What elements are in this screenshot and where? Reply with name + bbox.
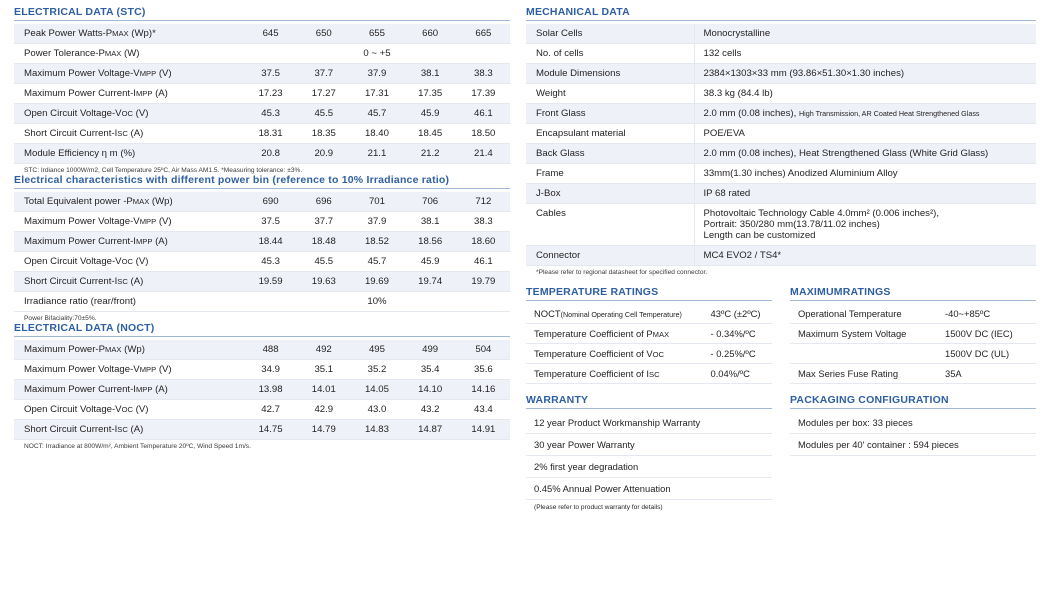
spec-value: - 0.25%/ºC bbox=[706, 344, 772, 364]
spec-key-subscript: MAX bbox=[652, 330, 670, 339]
row-value: 696 bbox=[297, 192, 350, 212]
spec-key bbox=[790, 344, 941, 364]
row-label: Open Circuit Voltage-VOC (V) bbox=[14, 104, 244, 124]
list-item: 30 year Power Warranty bbox=[526, 434, 772, 456]
note-stc: STC: Irdiance 1000W/m2, Cell Temperature 25ºC, Air Mass AM1.5. *Measuring tolerance: ±3%. bbox=[24, 167, 303, 174]
row-value: 650 bbox=[297, 24, 350, 44]
row-value: 43.0 bbox=[350, 400, 403, 420]
table-power-bin bbox=[14, 192, 510, 312]
row-label: Short Circuit Current-ISC (A) bbox=[14, 124, 244, 144]
spec-key: Maximum System Voltage bbox=[790, 324, 941, 344]
row-label-subscript: MAX bbox=[105, 345, 122, 354]
row-label-subscript: MAX bbox=[104, 49, 122, 58]
right-column bbox=[526, 6, 1036, 592]
row-value: 35.4 bbox=[404, 360, 457, 380]
spec-key: Max Series Fuse Rating bbox=[790, 364, 941, 384]
row-value: 18.52 bbox=[350, 232, 403, 252]
row-label: Power Tolerance-PMAX (W) bbox=[14, 44, 244, 64]
spec-value: - 0.34%/ºC bbox=[706, 324, 772, 344]
table-row bbox=[790, 304, 1036, 324]
row-value: 37.7 bbox=[297, 64, 350, 84]
table-row bbox=[14, 84, 510, 104]
row-value: 43.4 bbox=[457, 400, 510, 420]
row-label-subscript: MAX bbox=[132, 197, 150, 206]
row-value: 18.31 bbox=[244, 124, 297, 144]
table-row bbox=[14, 340, 510, 360]
row-value: 34.9 bbox=[244, 360, 297, 380]
spec-value: 2384×1303×33 mm (93.86×51.30×1.30 inches) bbox=[694, 64, 1036, 84]
table-row bbox=[14, 64, 510, 84]
note-mechanical: *Please refer to regional datasheet for specified connector. bbox=[536, 269, 708, 276]
spec-key: Connector bbox=[526, 246, 694, 266]
row-value: 37.9 bbox=[350, 212, 403, 232]
row-value: 504 bbox=[457, 340, 510, 360]
row-value: 45.3 bbox=[244, 104, 297, 124]
spec-key: J-Box bbox=[526, 184, 694, 204]
spec-value: 1500V DC (UL) bbox=[941, 344, 1036, 364]
row-label: Peak Power Watts-PMAX (Wp)* bbox=[14, 24, 244, 44]
spec-value: 35A bbox=[941, 364, 1036, 384]
row-value: 13.98 bbox=[244, 380, 297, 400]
spec-key-subscript: OC bbox=[652, 350, 665, 359]
row-label-subscript: SC bbox=[117, 425, 128, 434]
row-value: 46.1 bbox=[457, 252, 510, 272]
spec-key: Front Glass bbox=[526, 104, 694, 124]
row-label-subscript: OC bbox=[121, 257, 133, 266]
spec-key: NOCT(Nominal Operating Cell Temperature) bbox=[526, 304, 706, 324]
spec-key: Weight bbox=[526, 84, 694, 104]
table-row bbox=[526, 246, 1036, 266]
row-value: 14.75 bbox=[244, 420, 297, 440]
row-value: 14.79 bbox=[297, 420, 350, 440]
spec-value: POE/EVA bbox=[694, 124, 1036, 144]
table-row bbox=[526, 144, 1036, 164]
row-value: 37.7 bbox=[297, 212, 350, 232]
row-label: Short Circuit Current-ISC (A) bbox=[14, 272, 244, 292]
row-value: 45.3 bbox=[244, 252, 297, 272]
row-value: 14.87 bbox=[404, 420, 457, 440]
row-value: 38.1 bbox=[404, 212, 457, 232]
spec-key: Back Glass bbox=[526, 144, 694, 164]
row-label-subscript: MPP bbox=[135, 385, 153, 394]
table-row bbox=[526, 164, 1036, 184]
list-item: Modules per 40' container : 594 pieces bbox=[790, 434, 1036, 456]
row-value: 45.5 bbox=[297, 104, 350, 124]
table-row bbox=[14, 380, 510, 400]
row-label: Maximum Power Voltage-VMPP (V) bbox=[14, 64, 244, 84]
spec-value: 43ºC (±2ºC) bbox=[706, 304, 772, 324]
section-title-warranty: WARRANTY bbox=[526, 394, 772, 409]
row-value: 17.31 bbox=[350, 84, 403, 104]
maximum-block bbox=[790, 286, 1036, 384]
table-row bbox=[526, 344, 772, 364]
row-value: 18.60 bbox=[457, 232, 510, 252]
row-label: Maximum Power Current-IMPP (A) bbox=[14, 380, 244, 400]
table-row bbox=[790, 364, 1036, 384]
table-row bbox=[526, 24, 1036, 44]
table-row bbox=[14, 104, 510, 124]
row-value: 45.9 bbox=[404, 252, 457, 272]
temperature-block bbox=[526, 286, 772, 384]
spec-value: -40~+85ºC bbox=[941, 304, 1036, 324]
row-value: 37.5 bbox=[244, 64, 297, 84]
spec-value: 38.3 kg (84.4 lb) bbox=[694, 84, 1036, 104]
row-value: 19.59 bbox=[244, 272, 297, 292]
row-label-subscript: SC bbox=[117, 277, 128, 286]
row-label: Maximum Power-PMAX (Wp) bbox=[14, 340, 244, 360]
row-value: 655 bbox=[350, 24, 403, 44]
table-row bbox=[526, 64, 1036, 84]
row-value: 20.9 bbox=[297, 144, 350, 164]
row-label: Open Circuit Voltage-VOC (V) bbox=[14, 400, 244, 420]
spec-key: Module Dimensions bbox=[526, 64, 694, 84]
spec-key-detail: (Nominal Operating Cell Temperature) bbox=[560, 310, 682, 319]
spec-value: 1500V DC (IEC) bbox=[941, 324, 1036, 344]
row-label-subscript: SC bbox=[117, 129, 128, 138]
table-row bbox=[14, 124, 510, 144]
row-value: 660 bbox=[404, 24, 457, 44]
section-title-temperature: TEMPERATURE RATINGS bbox=[526, 286, 772, 301]
row-value: 17.23 bbox=[244, 84, 297, 104]
row-label: Maximum Power Current-IMPP (A) bbox=[14, 84, 244, 104]
spec-value: Monocrystalline bbox=[694, 24, 1036, 44]
row-value: 499 bbox=[404, 340, 457, 360]
row-value: 665 bbox=[457, 24, 510, 44]
row-value: 495 bbox=[350, 340, 403, 360]
table-row bbox=[14, 400, 510, 420]
table-row bbox=[14, 192, 510, 212]
spec-value: 2.0 mm (0.08 inches), High Transmission, AR Coated Heat Strengthened Glass bbox=[694, 104, 1036, 124]
ratings-row bbox=[526, 286, 1036, 384]
table-row bbox=[790, 344, 1036, 364]
list-item: 12 year Product Workmanship Warranty bbox=[526, 412, 772, 434]
spec-key-subscript: SC bbox=[649, 370, 660, 379]
table-row bbox=[14, 24, 510, 44]
row-value: 18.40 bbox=[350, 124, 403, 144]
row-value: 712 bbox=[457, 192, 510, 212]
spec-key: Temperature Coefficient of VOC bbox=[526, 344, 706, 364]
warranty-row bbox=[526, 394, 1036, 511]
row-value: 21.2 bbox=[404, 144, 457, 164]
table-row bbox=[526, 204, 1036, 246]
row-value: 14.01 bbox=[297, 380, 350, 400]
spec-value: 132 cells bbox=[694, 44, 1036, 64]
row-label: Maximum Power Current-IMPP (A) bbox=[14, 232, 244, 252]
warranty-list bbox=[526, 412, 772, 500]
spec-value: IP 68 rated bbox=[694, 184, 1036, 204]
row-label-subscript: MPP bbox=[135, 89, 153, 98]
left-column bbox=[14, 6, 510, 592]
table-row bbox=[526, 184, 1036, 204]
row-label: Maximum Power Voltage-VMPP (V) bbox=[14, 212, 244, 232]
table-temperature bbox=[526, 304, 772, 384]
table-row bbox=[526, 124, 1036, 144]
spec-value: 33mm(1.30 inches) Anodized Aluminium Alloy bbox=[694, 164, 1036, 184]
row-value: 18.45 bbox=[404, 124, 457, 144]
spec-key: Temperature Coefficient of PMAX bbox=[526, 324, 706, 344]
row-label: Short Circuit Current-ISC (A) bbox=[14, 420, 244, 440]
row-value: 488 bbox=[244, 340, 297, 360]
section-title-packaging: PACKAGING CONFIGURATION bbox=[790, 394, 1036, 409]
row-value: 701 bbox=[350, 192, 403, 212]
table-electrical-stc bbox=[14, 24, 510, 164]
spec-key: No. of cells bbox=[526, 44, 694, 64]
row-value: 18.35 bbox=[297, 124, 350, 144]
table-row bbox=[526, 304, 772, 324]
row-value: 21.4 bbox=[457, 144, 510, 164]
spec-key: Solar Cells bbox=[526, 24, 694, 44]
row-value: 35.1 bbox=[297, 360, 350, 380]
table-electrical-noct bbox=[14, 340, 510, 440]
packaging-block bbox=[790, 394, 1036, 511]
section-title-mechanical: MECHANICAL DATA bbox=[526, 6, 1036, 21]
row-value: 35.6 bbox=[457, 360, 510, 380]
row-value: 18.48 bbox=[297, 232, 350, 252]
row-value: 37.5 bbox=[244, 212, 297, 232]
table-row bbox=[14, 360, 510, 380]
spec-value: 2.0 mm (0.08 inches), Heat Strengthened Glass (White Grid Glass) bbox=[694, 144, 1036, 164]
note-power-bin: Power Bifaciality:70±5%. bbox=[24, 315, 97, 322]
table-row bbox=[14, 252, 510, 272]
row-label-subscript: MPP bbox=[139, 365, 157, 374]
table-row bbox=[526, 44, 1036, 64]
row-value: 17.39 bbox=[457, 84, 510, 104]
row-value: 45.7 bbox=[350, 252, 403, 272]
row-value: 45.9 bbox=[404, 104, 457, 124]
row-value: 18.44 bbox=[244, 232, 297, 252]
spec-value: 0.04%/ºC bbox=[706, 364, 772, 384]
row-value: 46.1 bbox=[457, 104, 510, 124]
table-row bbox=[14, 292, 510, 312]
list-item: Modules per box: 33 pieces bbox=[790, 412, 1036, 434]
row-value: 17.27 bbox=[297, 84, 350, 104]
table-row bbox=[14, 44, 510, 64]
note-warranty: (Please refer to product warranty for details) bbox=[534, 504, 663, 511]
row-value: 14.16 bbox=[457, 380, 510, 400]
row-label-subscript: OC bbox=[121, 109, 133, 118]
row-value: 690 bbox=[244, 192, 297, 212]
list-item: 0.45% Annual Power Attenuation bbox=[526, 478, 772, 500]
spec-key: Encapsulant material bbox=[526, 124, 694, 144]
row-value: 19.69 bbox=[350, 272, 403, 292]
table-row bbox=[14, 144, 510, 164]
table-mechanical bbox=[526, 24, 1036, 266]
table-row bbox=[14, 232, 510, 252]
row-value: 38.1 bbox=[404, 64, 457, 84]
spec-value: MC4 EVO2 / TS4* bbox=[694, 246, 1036, 266]
row-label-subscript: MPP bbox=[135, 237, 153, 246]
row-value: 706 bbox=[404, 192, 457, 212]
row-label: Open Circuit Voltage-VOC (V) bbox=[14, 252, 244, 272]
row-value: 14.83 bbox=[350, 420, 403, 440]
row-label-subscript: MAX bbox=[112, 29, 129, 38]
table-maximum bbox=[790, 304, 1036, 384]
row-label: Total Equivalent power -PMAX (Wp) bbox=[14, 192, 244, 212]
table-row bbox=[14, 420, 510, 440]
row-value: 19.74 bbox=[404, 272, 457, 292]
section-title-maximum: MAXIMUMRATINGS bbox=[790, 286, 1036, 301]
table-row bbox=[526, 84, 1036, 104]
row-value: 42.9 bbox=[297, 400, 350, 420]
row-value: 18.50 bbox=[457, 124, 510, 144]
row-value-span: 10% bbox=[244, 292, 510, 312]
row-value: 42.7 bbox=[244, 400, 297, 420]
row-value: 38.3 bbox=[457, 64, 510, 84]
section-title-electrical-stc: ELECTRICAL DATA (STC) bbox=[14, 6, 510, 21]
table-row bbox=[526, 324, 772, 344]
row-value: 14.10 bbox=[404, 380, 457, 400]
list-item: 2% first year degradation bbox=[526, 456, 772, 478]
row-value: 19.63 bbox=[297, 272, 350, 292]
row-label: Irradiance ratio (rear/front) bbox=[14, 292, 244, 312]
table-row bbox=[526, 104, 1036, 124]
row-value: 21.1 bbox=[350, 144, 403, 164]
section-title-electrical-noct: ELECTRICAL DATA (NOCT) bbox=[14, 322, 510, 337]
row-label: Maximum Power Voltage-VMPP (V) bbox=[14, 360, 244, 380]
packaging-list bbox=[790, 412, 1036, 456]
row-value: 45.7 bbox=[350, 104, 403, 124]
row-value: 38.3 bbox=[457, 212, 510, 232]
row-value: 14.91 bbox=[457, 420, 510, 440]
spec-key: Temperature Coefficient of ISC bbox=[526, 364, 706, 384]
row-value: 37.9 bbox=[350, 64, 403, 84]
spec-key: Cables bbox=[526, 204, 694, 246]
spec-key: Operational Temperature bbox=[790, 304, 941, 324]
row-label-subscript: MPP bbox=[139, 69, 157, 78]
table-row bbox=[14, 212, 510, 232]
row-value: 45.5 bbox=[297, 252, 350, 272]
spec-value: Photovoltaic Technology Cable 4.0mm² (0.006 inches²), Portrait: 350/280 mm(13.78/11.02 inches) Length can be customized bbox=[694, 204, 1036, 246]
spec-value-detail: High Transmission, AR Coated Heat Strengthened Glass bbox=[798, 109, 980, 118]
note-noct: NOCT: Irradiance at 800W/m², Ambient Temperature 20ºC, Wind Speed 1m/s. bbox=[24, 443, 251, 450]
row-value: 17.35 bbox=[404, 84, 457, 104]
row-value: 645 bbox=[244, 24, 297, 44]
spec-key: Frame bbox=[526, 164, 694, 184]
row-value: 492 bbox=[297, 340, 350, 360]
row-value: 43.2 bbox=[404, 400, 457, 420]
row-value-span: 0 ~ +5 bbox=[244, 44, 510, 64]
table-row bbox=[790, 324, 1036, 344]
row-label-subscript: OC bbox=[121, 405, 133, 414]
row-value: 19.79 bbox=[457, 272, 510, 292]
warranty-block bbox=[526, 394, 772, 511]
table-row bbox=[14, 272, 510, 292]
row-value: 18.56 bbox=[404, 232, 457, 252]
row-value: 20.8 bbox=[244, 144, 297, 164]
row-value: 35.2 bbox=[350, 360, 403, 380]
table-row bbox=[526, 364, 772, 384]
row-label-subscript: MPP bbox=[139, 217, 157, 226]
section-title-power-bin: Electrical characteristics with different power bin (reference to 10% Irradiance ratio) bbox=[14, 174, 510, 189]
row-label: Module Efficiency η m (%) bbox=[14, 144, 244, 164]
row-value: 14.05 bbox=[350, 380, 403, 400]
